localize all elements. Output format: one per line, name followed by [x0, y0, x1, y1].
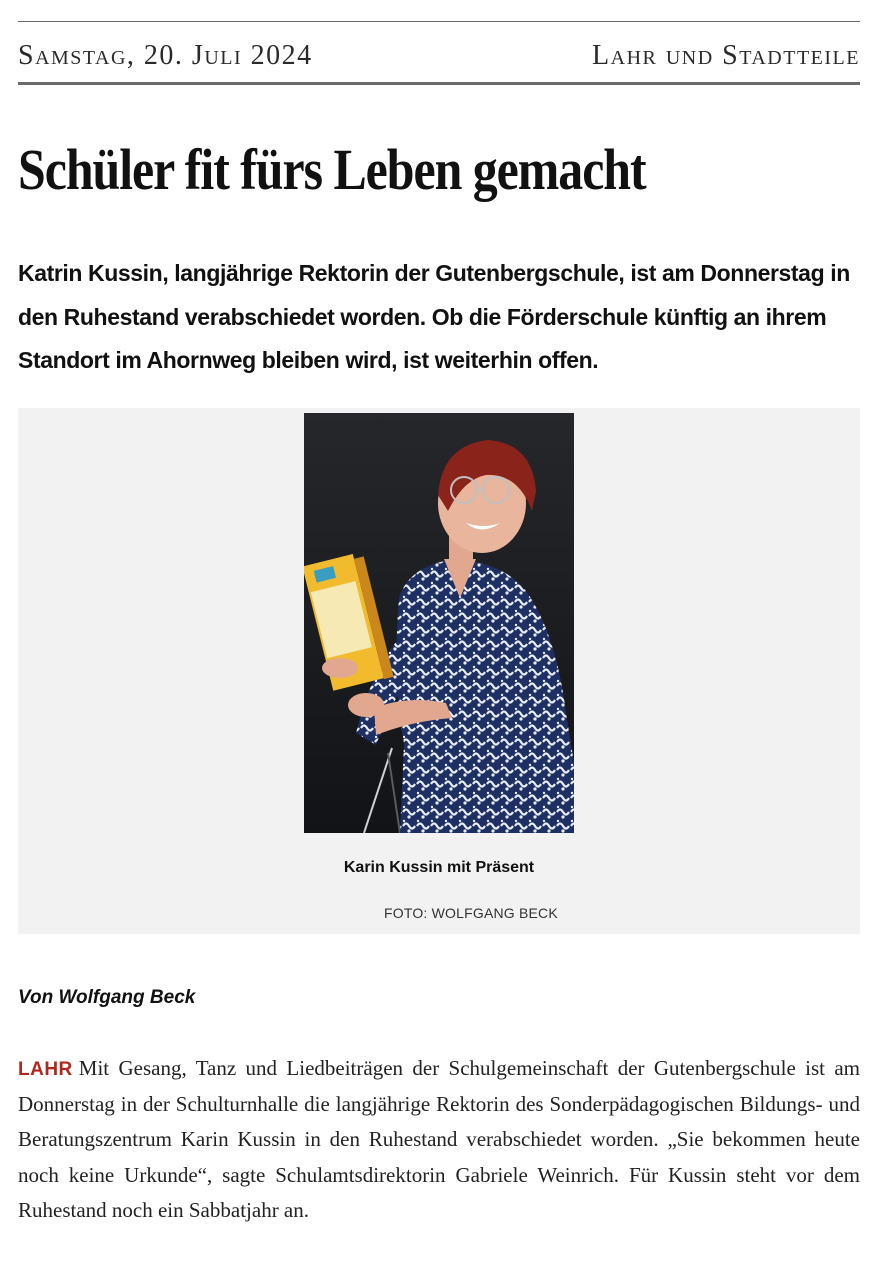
article-lead: Katrin Kussin, langjährige Rektorin der Gutenbergschule, ist am Donnerstag in den Ruhestand verabschiedet worden. Ob die Förderschule künftig an ihrem Standort im Ahornweg bleiben wird, ist weiterhin offen.	[18, 260, 850, 373]
author-byline: Von Wolfgang Beck	[18, 987, 196, 1008]
article-body	[18, 1051, 860, 1228]
header-rule	[18, 82, 860, 85]
article-photo	[304, 413, 574, 833]
page-header	[18, 40, 860, 76]
section-name: Lahr und Stadtteile	[592, 40, 860, 71]
photo-caption: Karin Kussin mit Präsent	[343, 859, 535, 876]
issue-date: Samstag, 20. Juli 2024	[18, 40, 313, 71]
article-headline: Schüler fit fürs Leben gemacht	[18, 137, 646, 202]
top-rule	[18, 21, 860, 22]
dateline: LAHR	[18, 1059, 73, 1080]
body-text: Mit Gesang, Tanz und Liedbeiträgen der Schulgemeinschaft der Gutenbergschule ist am Donnerstag in der Schulturnhalle die langjährige Rektorin des Sonderpädagogischen Bildungs- und Beratungszentrum Karin Kussin in den Ruhestand verabschiedet worden. „Sie bekommen heute noch keine Urkunde“, sagte Schulamtsdirektorin Gabriele Weinrich. Für Kussin steht vor dem Ruhestand noch ein Sabbatjahr an.	[18, 1056, 860, 1222]
photo-credit: FOTO: WOLFGANG BECK	[384, 905, 558, 921]
photo-figure	[18, 408, 860, 934]
